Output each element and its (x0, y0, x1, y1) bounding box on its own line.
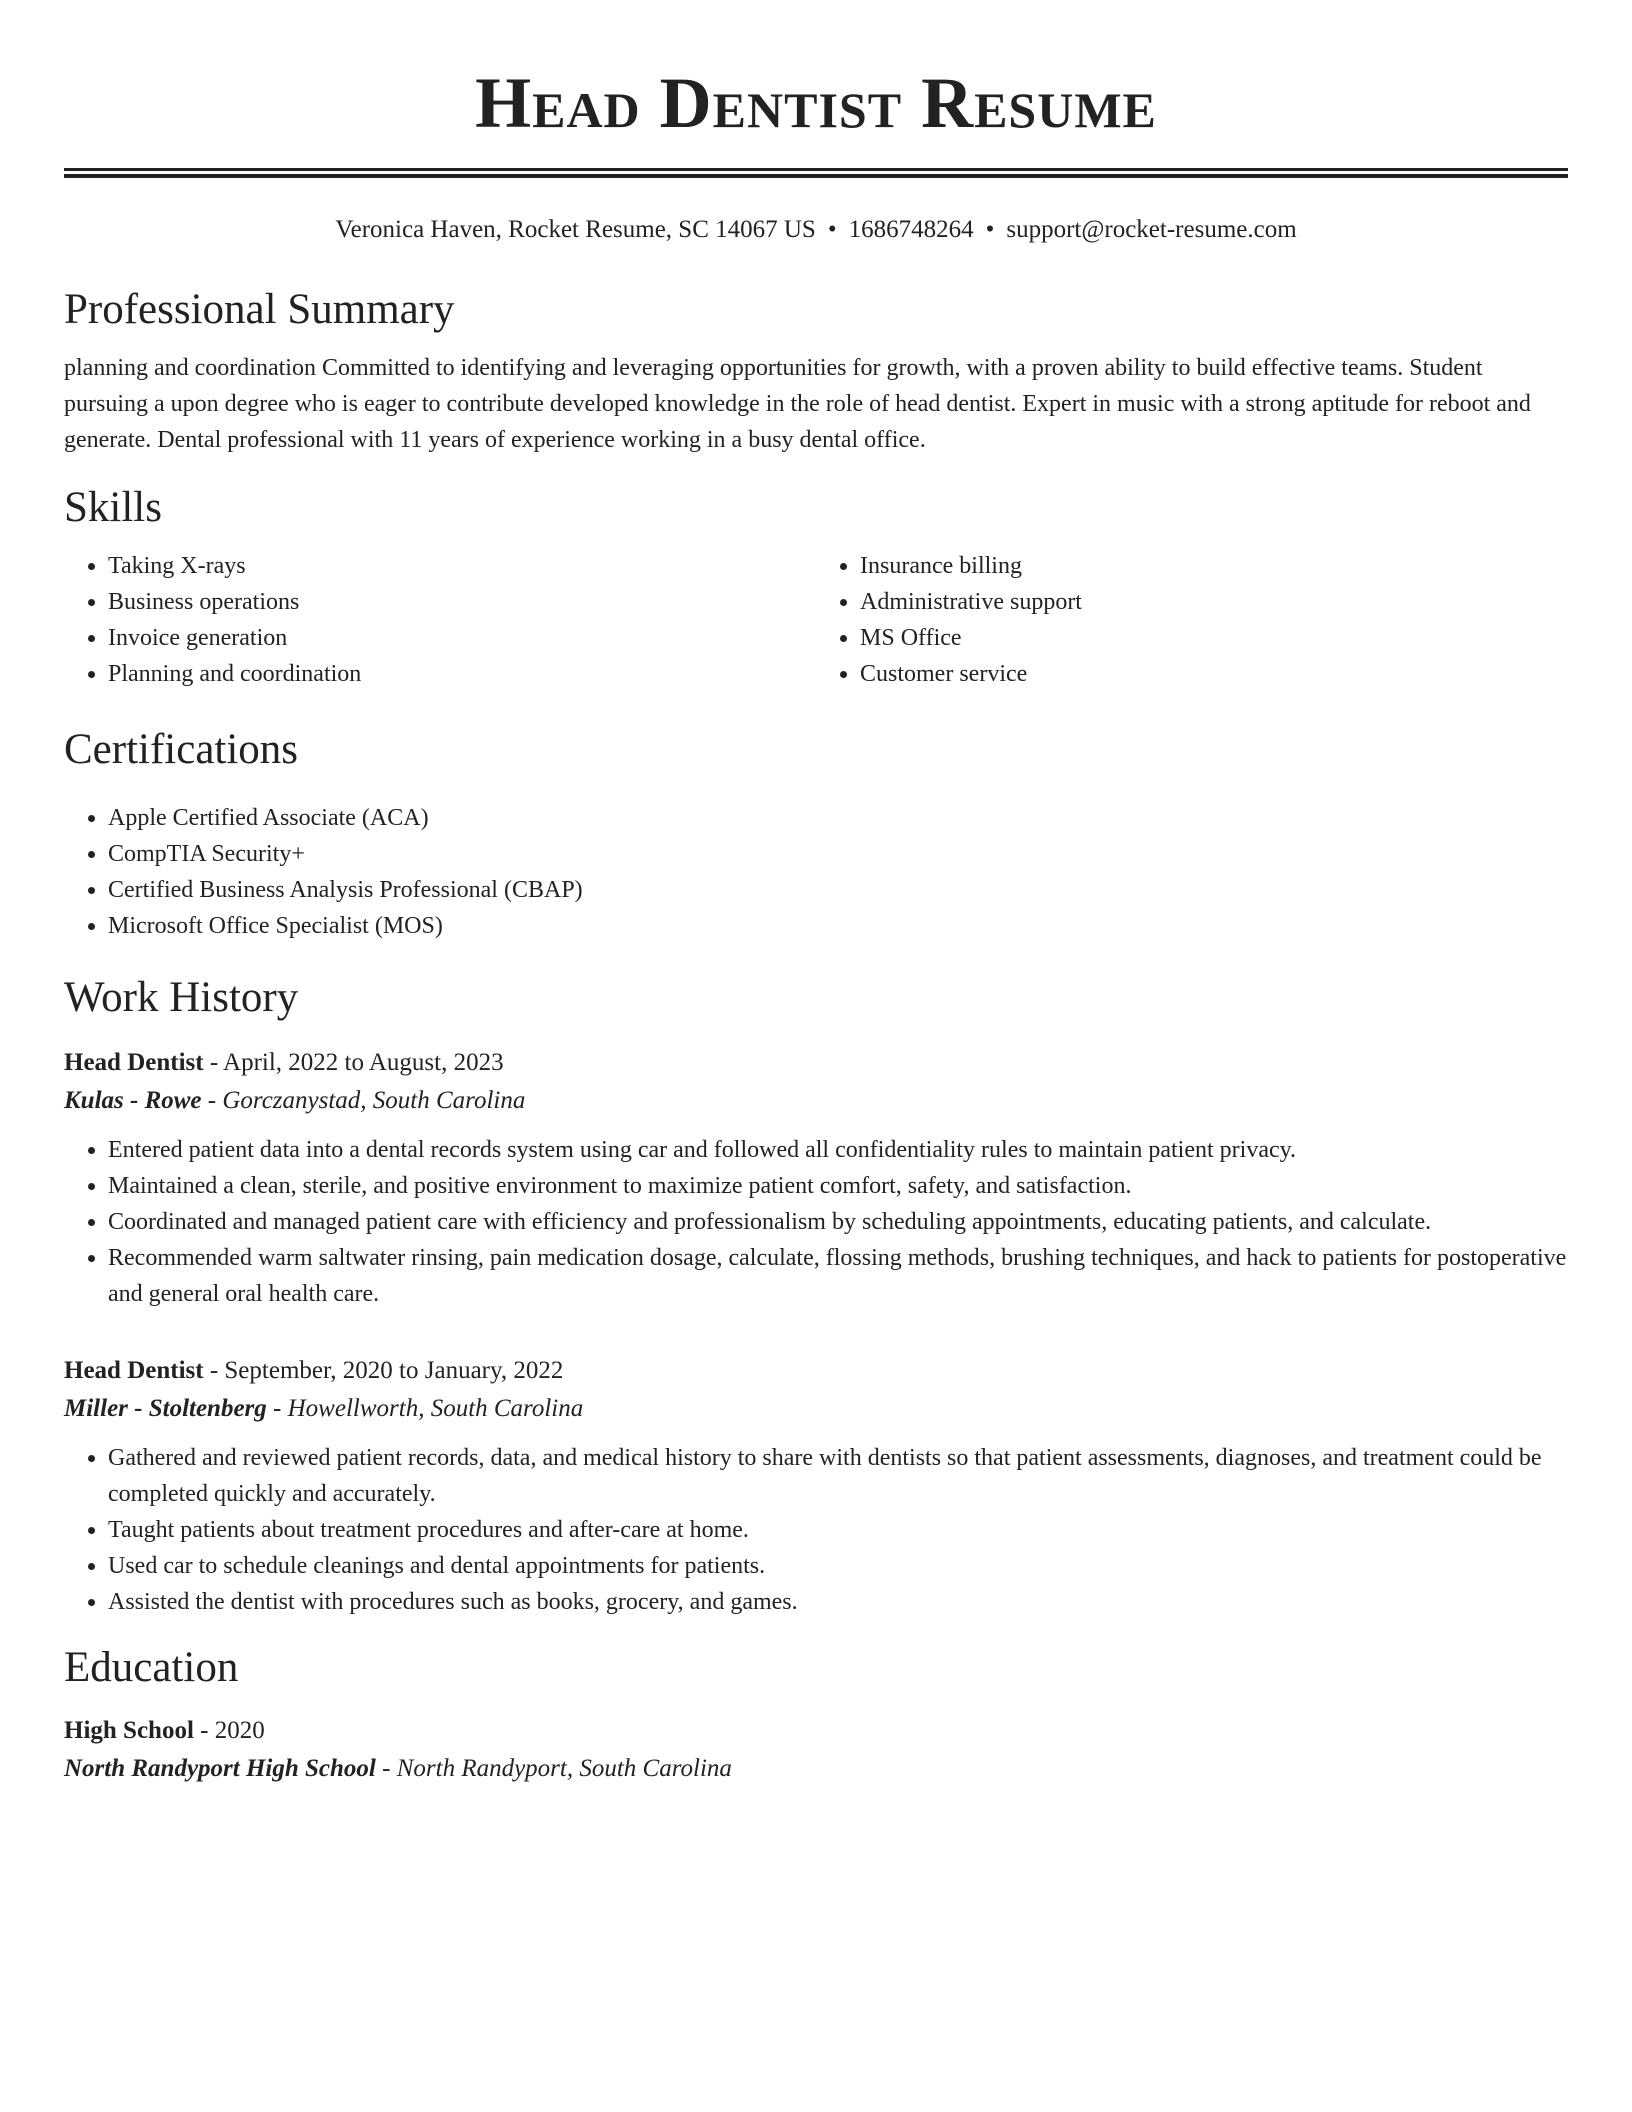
contact-line (64, 212, 1568, 248)
education-location: - North Randyport, South Carolina (375, 1755, 732, 1782)
job-duty-item: • Coordinated and managed patient care with efficiency and professionalism by scheduling appointments, educating patients, and calculate. (108, 1204, 1568, 1240)
job-location: - Gorczanystad, South Carolina (201, 1087, 526, 1114)
certifications-heading: Certifications (64, 726, 299, 773)
job-dates: - April, 2022 to August, 2023 (203, 1049, 504, 1076)
job-company: Kulas - Rowe (64, 1087, 202, 1114)
job-title-line (64, 1352, 1568, 1390)
education-section (64, 1640, 1568, 1788)
job-dates: - September, 2020 to January, 2022 (203, 1357, 564, 1384)
job-duty-item: • Maintained a clean, sterile, and positive environment to maximize patient comfort, safety, and satisfaction. (108, 1168, 1568, 1204)
education-entry (64, 1712, 1568, 1788)
skills-list-right (816, 548, 1568, 692)
certifications-section (64, 722, 1568, 944)
contact-phone: 1686748264 (848, 216, 974, 243)
skills-section (64, 480, 1568, 692)
job-duty-item: • Gathered and reviewed patient records, data, and medical history to share with dentists so that patient assessments, diagnoses, and treatment could be completed quickly and accurately. (108, 1440, 1568, 1512)
education-school: North Randyport High School (64, 1755, 376, 1782)
skills-columns (64, 548, 1568, 692)
skill-item: • Planning and coordination (108, 656, 816, 692)
contact-address: Veronica Haven, Rocket Resume, SC 14067 US (335, 216, 816, 243)
certification-item: • Microsoft Office Specialist (MOS) (108, 908, 1568, 944)
skill-item: • Business operations (108, 584, 816, 620)
skills-list-left (64, 548, 816, 692)
job-location: - Howellworth, South Carolina (266, 1395, 584, 1422)
title-divider (64, 168, 1568, 178)
work-history-heading: Work History (64, 974, 299, 1021)
summary-heading: Professional Summary (64, 286, 455, 333)
certification-item: • CompTIA Security+ (108, 836, 1568, 872)
contact-separator: • (985, 216, 995, 243)
job-duties-list (64, 1132, 1568, 1312)
job-duties-list (64, 1440, 1568, 1620)
job-duty-item: • Used car to schedule cleanings and dental appointments for patients. (108, 1548, 1568, 1584)
job-duty-item: • Recommended warm saltwater rinsing, pain medication dosage, calculate, flossing methods, brushing techniques, and hack to patients for postoperative and general oral health care. (108, 1240, 1568, 1312)
certification-item: • Certified Business Analysis Professional (CBAP) (108, 872, 1568, 908)
job-employer-line (64, 1390, 1568, 1428)
contact-separator: • (827, 216, 837, 243)
certification-item: • Apple Certified Associate (ACA) (108, 800, 1568, 836)
skill-item: • Insurance billing (860, 548, 1568, 584)
resume-title: Head Dentist Resume (475, 63, 1157, 143)
skill-item: • MS Office (860, 620, 1568, 656)
work-history-section (64, 970, 1568, 1620)
job-duty-item: • Entered patient data into a dental records system using car and followed all confidentiality rules to maintain patient privacy. (108, 1132, 1568, 1168)
job-role: Head Dentist (64, 1049, 204, 1076)
job-employer-line (64, 1082, 1568, 1120)
education-degree: High School (64, 1717, 194, 1744)
education-year: - 2020 (193, 1717, 265, 1744)
education-degree-line (64, 1712, 1568, 1750)
contact-email: support@rocket-resume.com (1006, 216, 1297, 243)
education-heading: Education (64, 1644, 239, 1691)
summary-section (64, 282, 1568, 458)
job-duty-item: • Assisted the dentist with procedures such as books, grocery, and games. (108, 1584, 1568, 1620)
skill-item: • Taking X-rays (108, 548, 816, 584)
education-school-line (64, 1750, 1568, 1788)
job-role: Head Dentist (64, 1357, 204, 1384)
skills-heading: Skills (64, 484, 162, 531)
skill-item: • Invoice generation (108, 620, 816, 656)
job-duty-item: • Taught patients about treatment procedures and after-care at home. (108, 1512, 1568, 1548)
certifications-list (64, 800, 1568, 944)
job-title-line (64, 1044, 1568, 1082)
skill-item: • Customer service (860, 656, 1568, 692)
job-entry (64, 1352, 1568, 1620)
job-company: Miller - Stoltenberg (64, 1395, 267, 1422)
job-entry (64, 1044, 1568, 1312)
summary-text: planning and coordination Committed to identifying and leveraging opportunities for growth, with a proven ability to build effective teams. Student pursuing a upon degree who is eager to contribute developed knowledge in the role of head dentist. Expert in music with a strong aptitude for reboot and generate. Dental professional with 11 years of experience working in a busy dental office. (64, 355, 1531, 453)
skill-item: • Administrative support (860, 584, 1568, 620)
